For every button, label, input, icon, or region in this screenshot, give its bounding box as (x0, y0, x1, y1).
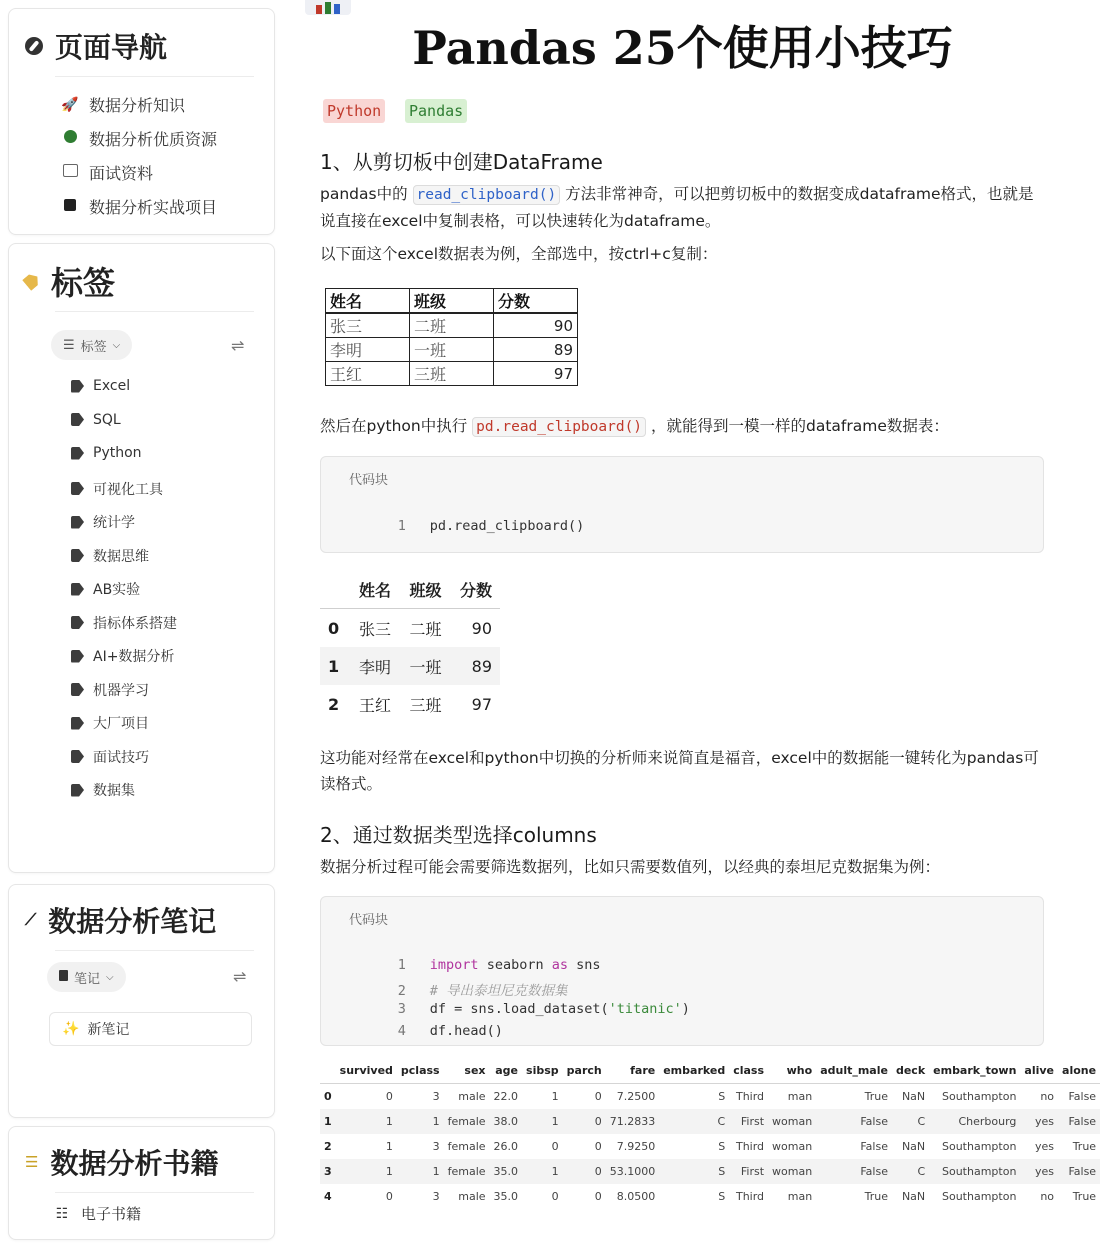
section1-heading: 1、从剪切板中创建DataFrame (320, 150, 603, 174)
tag-label: 指标体系搭建 (93, 615, 177, 632)
table-cell: female (447, 1165, 486, 1178)
nav-item-label: 数据分析优质资源 (89, 130, 218, 149)
table-cell: 1 (385, 1115, 393, 1128)
table-cell: male (458, 1090, 486, 1103)
tag-icon (71, 549, 84, 562)
excel-row (326, 313, 578, 338)
table-cell: 0 (594, 1140, 602, 1153)
tag-label: 统计学 (93, 515, 135, 531)
table-cell: True (1072, 1190, 1097, 1203)
nav-item-label: 面试资料 (89, 164, 154, 183)
table-cell: False (860, 1165, 888, 1178)
table-cell: 22.0 (493, 1090, 519, 1103)
nav-item-interview[interactable] (61, 161, 153, 184)
table-cell: 7.2500 (616, 1090, 656, 1103)
table-cell: 李明 (359, 657, 392, 677)
table-cell: female (447, 1115, 486, 1128)
table-cell: 张三 (359, 619, 392, 639)
table-cell: Southampton (942, 1165, 1017, 1178)
tag-icon (71, 413, 84, 426)
tag-item[interactable] (71, 579, 140, 599)
tags-card-title (25, 256, 254, 306)
code-text: df.head() (429, 1023, 503, 1039)
tag-item[interactable] (71, 546, 149, 566)
column-header: class (729, 1058, 768, 1084)
table-cell: True (1072, 1140, 1097, 1153)
excel-cell: 90 (494, 313, 578, 338)
sliders-icon[interactable]: ⇌ (233, 967, 247, 986)
tag-item[interactable] (71, 713, 149, 733)
sparkle-icon: ✨ (62, 1021, 80, 1037)
nav-item-label: 数据分析实战项目 (89, 198, 218, 217)
para-text: ，就能得到一模一样的dataframe数据表： (650, 417, 949, 435)
tag-label: 面试技巧 (93, 749, 149, 766)
tag-label: Excel (93, 378, 131, 394)
table-cell: 90 (471, 618, 492, 638)
code-text: ) (681, 1001, 690, 1017)
table-row (320, 1184, 1100, 1209)
table-cell: S (718, 1140, 726, 1153)
table-cell: NaN (901, 1090, 926, 1103)
tags-card (8, 243, 275, 873)
tag-item[interactable] (71, 780, 135, 800)
table-cell: 38.0 (493, 1115, 519, 1128)
column-header: sex (444, 1058, 490, 1084)
chevron-down-icon: ⌵ (106, 971, 114, 983)
compass-icon (25, 37, 43, 55)
tags-view-dropdown[interactable] (51, 330, 132, 360)
tag-label: SQL (93, 411, 121, 428)
tag-label: 机器学习 (93, 682, 149, 699)
tag-label: 大厂项目 (93, 716, 149, 732)
row-index: 4 (324, 1190, 332, 1203)
column-header: 分数 (450, 570, 501, 609)
table-cell: 3 (432, 1090, 440, 1103)
doc-icon (59, 970, 68, 985)
tag-icon (71, 482, 84, 495)
tag-item[interactable] (71, 445, 142, 461)
table-cell: Third (735, 1140, 765, 1153)
titanic-table (320, 1058, 1100, 1209)
column-header: fare (606, 1058, 660, 1084)
tag-icon (71, 583, 84, 596)
tag-item[interactable] (71, 479, 163, 499)
table-cell: 0 (594, 1190, 602, 1203)
table-cell: False (1068, 1165, 1097, 1178)
line-number: 4 (397, 1023, 406, 1039)
column-header: age (490, 1058, 523, 1084)
article (305, 0, 1097, 1245)
column-header: survived (336, 1058, 397, 1084)
notes-view-label: 笔记 (74, 971, 101, 987)
column-header (320, 570, 349, 609)
table-cell: True (864, 1190, 888, 1203)
table-cell: 1 (385, 1140, 393, 1153)
table-cell: False (1068, 1115, 1097, 1128)
table-cell: 0 (594, 1165, 602, 1178)
code-string: 'titanic' (608, 1001, 682, 1017)
code-line (349, 1007, 503, 1055)
table-cell: 1 (551, 1115, 559, 1128)
line-number: 2 (397, 983, 406, 999)
para-text: 然后在python中执行 (320, 417, 468, 435)
table-row (320, 647, 500, 685)
checklist-icon: ☰ (25, 1153, 39, 1171)
table-header-row (320, 570, 500, 609)
column-header (320, 1058, 336, 1084)
table-cell: yes (1035, 1140, 1055, 1153)
table-cell: 1 (432, 1115, 440, 1128)
table-cell: Cherbourg (958, 1115, 1017, 1128)
table-cell: 7.9250 (616, 1140, 656, 1153)
table-cell: NaN (901, 1140, 926, 1153)
table-cell: 0 (551, 1140, 559, 1153)
column-header: sibsp (522, 1058, 563, 1084)
notes-title: 数据分析笔记 (48, 905, 217, 938)
excel-cell: 89 (494, 338, 578, 362)
tag-item[interactable] (71, 747, 149, 767)
books-item-label: 电子书籍 (81, 1205, 142, 1223)
line-number: 1 (397, 518, 406, 534)
tree-icon (61, 130, 79, 147)
excel-header-row (326, 289, 578, 314)
excel-cell: 王红 (326, 362, 410, 386)
row-index: 0 (328, 618, 340, 638)
tag-icon (71, 750, 84, 763)
section1-para3 (320, 413, 1045, 440)
code-keyword: import (429, 957, 479, 973)
table-row (320, 1159, 1100, 1184)
row-index: 1 (328, 656, 340, 676)
code-line (349, 502, 584, 550)
table-cell: 0 (594, 1090, 602, 1103)
column-header: embarked (659, 1058, 729, 1084)
table-cell: First (740, 1165, 765, 1178)
row-index: 2 (328, 694, 340, 714)
table-cell: yes (1035, 1115, 1055, 1128)
tag-label: 数据思维 (93, 548, 149, 565)
section1-para4: 这功能对经常在excel和python中切换的分析师来说简直是福音，excel中的数据能一键转化为pandas可读格式。 (320, 749, 1039, 793)
table-cell: yes (1035, 1165, 1055, 1178)
table-cell: C (917, 1165, 926, 1178)
tags-title: 标签 (51, 264, 116, 302)
table-cell: 二班 (409, 619, 442, 639)
table-row (320, 609, 500, 648)
table-cell: False (1068, 1090, 1097, 1103)
column-header: 班级 (399, 570, 449, 609)
code-comment: # 导出泰坦尼克数据集 (429, 983, 568, 999)
tag-label: Python (93, 445, 142, 461)
sliders-icon[interactable]: ⇌ (231, 336, 245, 355)
excel-table (325, 288, 578, 386)
code-block-label: 代码块 (349, 473, 389, 488)
row-index: 1 (324, 1115, 332, 1128)
tag-icon (71, 447, 84, 460)
table-cell: 97 (471, 694, 492, 714)
section1-para1 (320, 181, 1045, 234)
tag-icon (71, 784, 84, 797)
tag-label: 数据集 (93, 783, 135, 799)
para-text: pandas中的 (320, 185, 408, 203)
excel-row (326, 362, 578, 386)
code-text: df = sns.load_dataset( (429, 1001, 609, 1017)
column-header: alone (1058, 1058, 1100, 1084)
table-cell: False (860, 1115, 888, 1128)
table-cell: man (787, 1090, 813, 1103)
tag-item[interactable] (71, 412, 121, 428)
tag-label: 可视化工具 (93, 481, 163, 498)
table-cell: female (447, 1140, 486, 1153)
tag-icon (71, 650, 84, 663)
tags-view-label: 标签 (80, 339, 107, 355)
table-cell: Southampton (942, 1140, 1017, 1153)
books-item-ebooks[interactable] (53, 1203, 141, 1224)
table-row (320, 1109, 1100, 1134)
tag-label: AB实验 (93, 582, 141, 598)
table-cell: First (740, 1115, 765, 1128)
excel-cell: 二班 (410, 313, 494, 338)
tag-icon (71, 616, 84, 629)
books-card (8, 1126, 275, 1240)
nav-card-title (25, 21, 254, 71)
tag-item[interactable] (71, 512, 135, 532)
table-cell: 1 (551, 1165, 559, 1178)
nav-title: 页面导航 (55, 31, 168, 64)
new-note-button[interactable] (49, 1012, 252, 1046)
table-cell: False (860, 1140, 888, 1153)
table-cell: Southampton (942, 1090, 1017, 1103)
nav-item-projects[interactable] (61, 195, 217, 218)
inline-code: pd.read_clipboard() (472, 417, 646, 437)
table-cell: no (1040, 1190, 1055, 1203)
tag-item[interactable] (71, 613, 177, 633)
table-cell: S (718, 1165, 726, 1178)
table-cell: male (458, 1190, 486, 1203)
tag-icon (71, 380, 84, 393)
code-keyword: as (551, 957, 568, 973)
row-index: 2 (324, 1140, 332, 1153)
code-block-1 (320, 456, 1044, 553)
table-cell: Third (735, 1190, 765, 1203)
badge-pandas[interactable]: Pandas (405, 99, 467, 123)
table-cell: woman (772, 1115, 813, 1128)
line-number: 3 (397, 1001, 406, 1017)
column-header: deck (892, 1058, 929, 1084)
section2-heading: 2、通过数据类型选择columns (320, 823, 597, 847)
table-cell: 3 (432, 1140, 440, 1153)
tag-icon (22, 271, 42, 291)
table-cell: 0 (551, 1190, 559, 1203)
table-cell: S (718, 1090, 726, 1103)
line-number: 1 (397, 957, 406, 973)
column-header: 姓名 (349, 570, 399, 609)
tag-icon (71, 683, 84, 696)
rocket-icon: 🚀 (61, 96, 79, 113)
column-header: parch (563, 1058, 606, 1084)
chevron-down-icon: ⌵ (112, 339, 121, 351)
table-cell: 0 (385, 1190, 393, 1203)
table-cell: no (1040, 1090, 1055, 1103)
badge-python[interactable]: Python (323, 99, 385, 123)
excel-cell: 一班 (410, 338, 494, 362)
table-cell: True (864, 1090, 888, 1103)
notes-card (8, 884, 275, 1118)
code-text: sns (567, 957, 601, 973)
excel-row (326, 338, 578, 362)
new-note-label: 新笔记 (87, 1022, 130, 1038)
floppy-icon (61, 199, 79, 215)
nav-card (8, 8, 275, 235)
books-title: 数据分析书籍 (50, 1147, 219, 1180)
dataframe-table (320, 570, 500, 723)
excel-cell: 姓名 (326, 289, 410, 314)
table-cell: woman (772, 1140, 813, 1153)
table-header-row (320, 1058, 1100, 1084)
section1-para2: 以下面这个excel数据表为例，全部选中，按ctrl+c复制： (320, 245, 718, 263)
code-block-label: 代码块 (349, 913, 389, 928)
table-cell: 35.0 (493, 1190, 519, 1203)
code-block-2 (320, 896, 1044, 1046)
table-cell: NaN (901, 1190, 926, 1203)
table-row (320, 1134, 1100, 1159)
column-header: alive (1020, 1058, 1058, 1084)
section2-para1: 数据分析过程可能会需要筛选数据列，比如只需要数值列，以经典的泰坦尼克数据集为例： (320, 858, 941, 876)
table-cell: woman (772, 1165, 813, 1178)
table-cell: 8.0500 (616, 1190, 656, 1203)
table-cell: 0 (594, 1115, 602, 1128)
tag-item[interactable] (71, 646, 174, 666)
table-cell: 0 (385, 1090, 393, 1103)
code-text: seaborn (478, 957, 552, 973)
table-cell: 26.0 (493, 1140, 519, 1153)
nav-item-label: 数据分析知识 (89, 96, 186, 115)
column-header: pclass (397, 1058, 444, 1084)
table-cell: S (718, 1190, 726, 1203)
excel-cell: 李明 (326, 338, 410, 362)
table-cell: C (917, 1115, 926, 1128)
para-text: 方法非常神奇，可以把剪切板中的数据变成dataframe格式，也就是说直接在excel中复制表格，可以快速转化为dataframe。 (320, 185, 1034, 230)
excel-cell: 班级 (410, 289, 494, 314)
table-cell: Third (735, 1090, 765, 1103)
tag-icon (71, 717, 84, 730)
row-index: 3 (324, 1165, 332, 1178)
archive-icon (61, 164, 79, 181)
tag-item[interactable] (71, 680, 149, 700)
notes-view-dropdown[interactable] (47, 962, 126, 992)
page-title: Pandas 25个使用小技巧 (412, 21, 953, 75)
code-text: pd.read_clipboard() (429, 518, 585, 534)
table-cell: 53.1000 (609, 1165, 656, 1178)
pen-icon: ⟋ (25, 910, 37, 929)
list-icon: ☰ (63, 337, 75, 353)
table-cell: 1 (551, 1090, 559, 1103)
tag-label: AI+数据分析 (93, 649, 175, 665)
excel-cell: 三班 (410, 362, 494, 386)
table-cell: 王红 (359, 695, 392, 715)
table-cell: 71.2833 (609, 1115, 656, 1128)
tag-item[interactable] (71, 378, 130, 394)
column-header: who (768, 1058, 816, 1084)
table-cell: 一班 (409, 657, 442, 677)
excel-cell: 张三 (326, 313, 410, 338)
table-cell: Southampton (942, 1190, 1017, 1203)
nav-item-knowledge[interactable] (61, 93, 185, 116)
table-cell: 35.0 (493, 1165, 519, 1178)
table-cell: 1 (432, 1165, 440, 1178)
table-cell: C (717, 1115, 726, 1128)
table-cell: 89 (471, 656, 492, 676)
excel-cell: 分数 (494, 289, 578, 314)
nav-item-resources[interactable] (61, 127, 217, 150)
checklist-icon: ☷ (55, 1205, 69, 1222)
column-header: adult_male (816, 1058, 892, 1084)
table-cell: man (787, 1190, 813, 1203)
excel-cell: 97 (494, 362, 578, 386)
row-index: 0 (324, 1090, 332, 1103)
table-row (320, 685, 500, 723)
notes-card-title (25, 895, 254, 945)
table-cell: 3 (432, 1190, 440, 1203)
table-cell: 三班 (409, 695, 442, 715)
table-cell: 1 (385, 1165, 393, 1178)
table-row (320, 1084, 1100, 1110)
column-header: embark_town (929, 1058, 1020, 1084)
inline-code: read_clipboard() (413, 185, 561, 205)
books-card-title (25, 1137, 254, 1187)
tag-icon (71, 516, 84, 529)
